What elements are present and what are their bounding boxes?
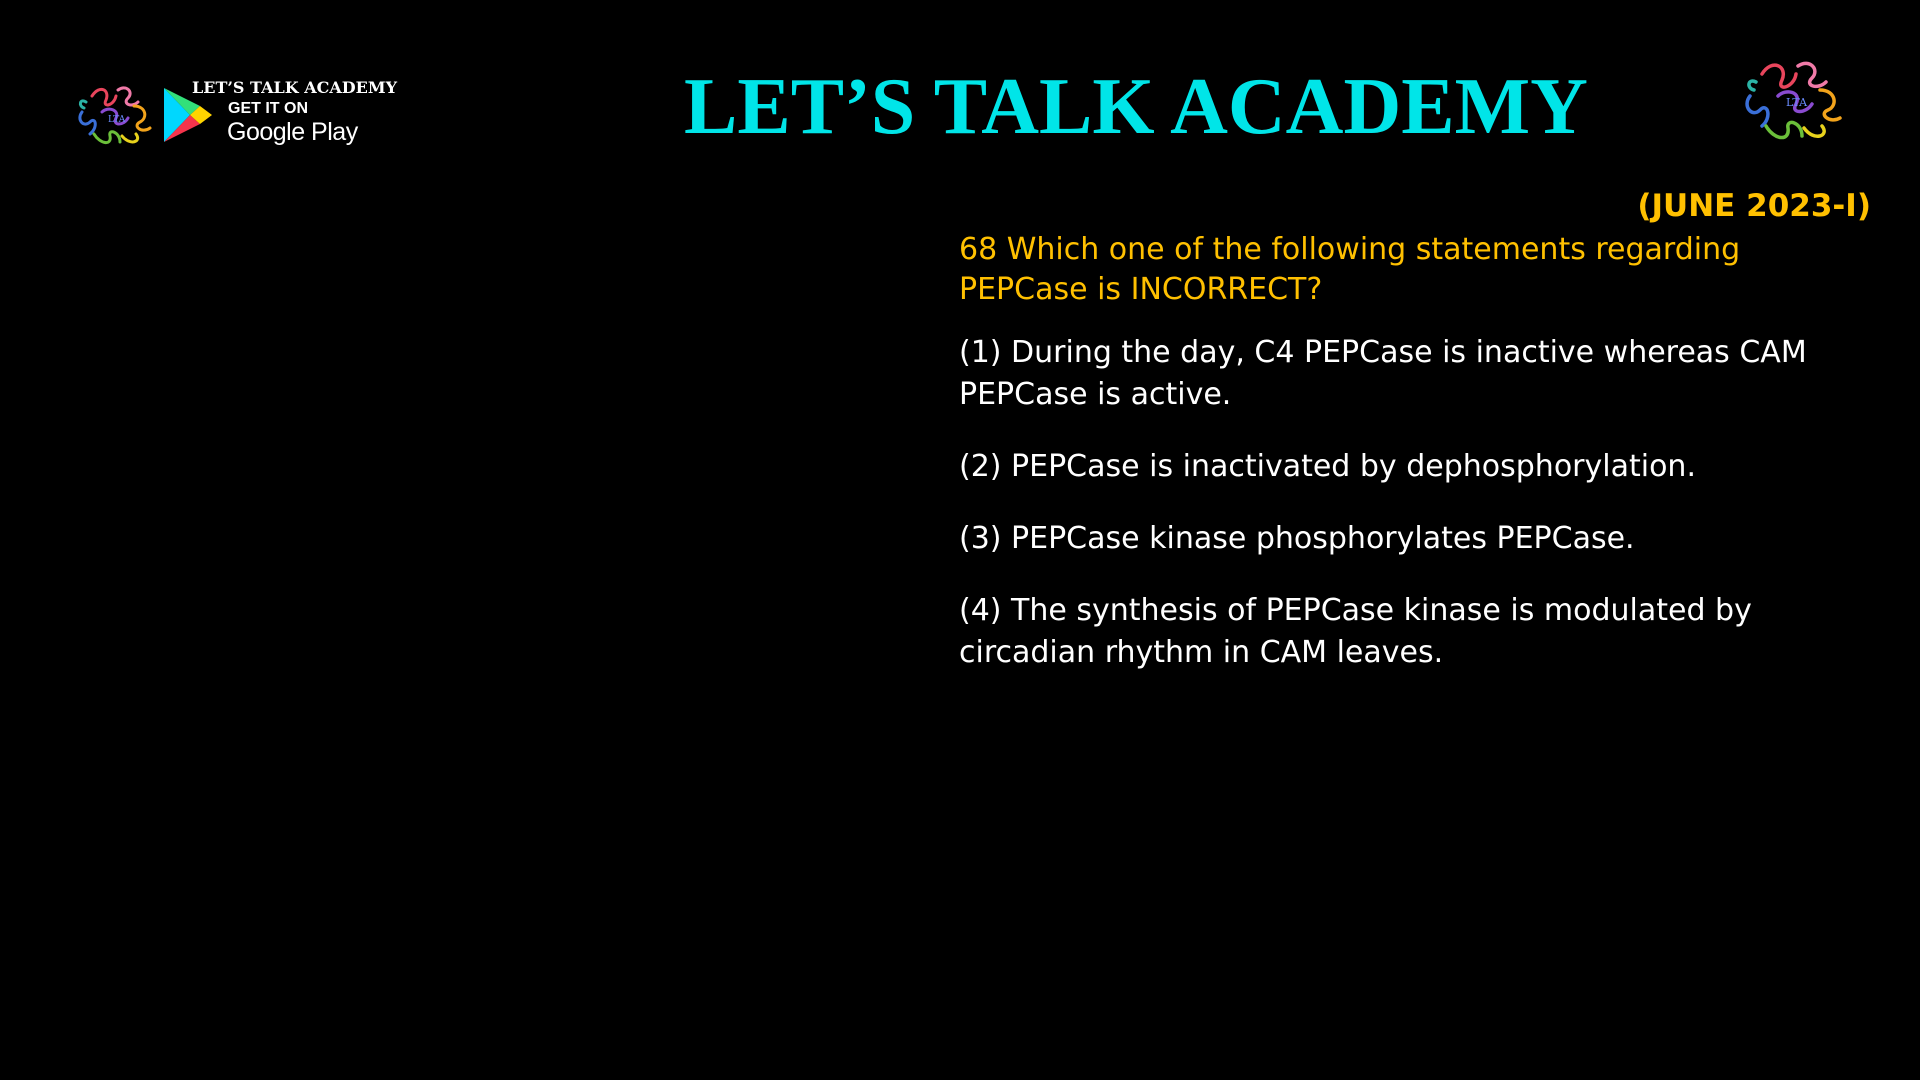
badge-store-name: Google Play (227, 118, 358, 146)
question-text: 68 Which one of the following statements regarding PEPCase is INCORRECT? (959, 232, 1741, 307)
academy-logo-icon (72, 76, 158, 158)
page-title: LET’S TALK ACADEMY (684, 63, 1588, 151)
option-3: (3) PEPCase kinase phosphorylates PEPCase. (959, 521, 1635, 556)
svg-text:LTA: LTA (1786, 96, 1808, 109)
question-block (959, 230, 1839, 704)
option-2: (2) PEPCase is inactivated by dephosphorylation. (959, 449, 1696, 484)
academy-logo-icon (1738, 48, 1850, 160)
badge-brand-text: LET’S TALK ACADEMY (192, 78, 397, 97)
svg-text:LTA: LTA (108, 115, 126, 125)
google-play-badge[interactable] (160, 78, 410, 150)
option-4: (4) The synthesis of PEPCase kinase is modulated by circadian rhythm in CAM leaves. (959, 593, 1752, 670)
option-1: (1) During the day, C4 PEPCase is inactive whereas CAM PEPCase is active. (959, 335, 1807, 412)
exam-session-label: (JUNE 2023-I) (1637, 188, 1871, 224)
badge-get-it-on: GET IT ON (228, 100, 308, 117)
